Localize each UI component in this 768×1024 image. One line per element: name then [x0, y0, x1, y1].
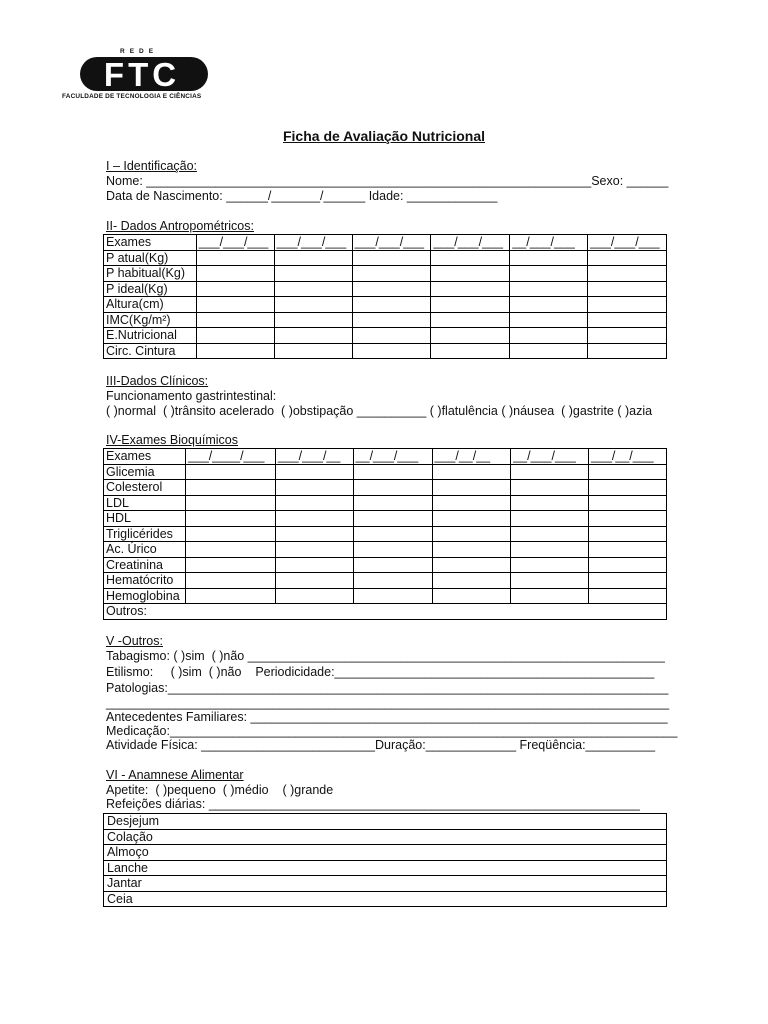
value-cell[interactable] [352, 281, 431, 297]
value-cell[interactable] [432, 573, 511, 589]
value-cell[interactable] [275, 526, 353, 542]
value-cell[interactable] [588, 281, 667, 297]
value-cell[interactable] [353, 573, 432, 589]
date-column-header[interactable]: ___/___/___ [196, 235, 274, 251]
row-label: Circ. Cintura [104, 343, 197, 359]
pathologies-field[interactable]: Patologias:________________________________________________________________________ [106, 681, 669, 695]
value-cell[interactable] [589, 588, 667, 604]
section1-heading: I – Identificação: [106, 159, 198, 173]
row-label: Creatinina [104, 557, 186, 573]
value-cell[interactable] [353, 526, 432, 542]
row-label: IMC(Kg/m²) [104, 312, 197, 328]
value-cell[interactable] [196, 281, 274, 297]
value-cell[interactable] [196, 297, 274, 313]
value-cell[interactable] [431, 343, 510, 359]
row-label: Altura(cm) [104, 297, 197, 313]
row-label: HDL [104, 511, 186, 527]
table-row [104, 266, 667, 282]
table-row [104, 297, 667, 313]
value-cell[interactable] [589, 480, 667, 496]
smoking-field[interactable]: Tabagismo: ( )sim ( )não ____________________________________________________________ [106, 649, 665, 663]
value-cell[interactable] [432, 526, 511, 542]
value-cell[interactable] [511, 557, 589, 573]
meal-row [104, 876, 667, 892]
value-cell[interactable] [588, 297, 667, 313]
value-cell[interactable] [431, 312, 510, 328]
date-column-header[interactable]: __/___/___ [511, 449, 589, 465]
value-cell[interactable] [353, 557, 432, 573]
value-cell[interactable] [353, 480, 432, 496]
value-cell[interactable] [588, 250, 667, 266]
medication-field[interactable]: Medicação:_________________________________________________________________________ [106, 724, 678, 738]
value-cell[interactable] [353, 588, 432, 604]
value-cell[interactable] [185, 526, 275, 542]
others-field[interactable]: Outros: [104, 604, 667, 620]
value-cell[interactable] [510, 266, 588, 282]
ftc-logo-mark [80, 57, 210, 93]
row-label: P habitual(Kg) [104, 266, 197, 282]
value-cell[interactable] [589, 495, 667, 511]
physical-activity-field[interactable]: Atividade Física: _________________________Duração:_____________ Freqüência:__________ [106, 738, 656, 752]
table-row [104, 588, 667, 604]
alcohol-field[interactable]: Etilismo: ( )sim ( )não Periodicidade:______________________________________________ [106, 665, 655, 679]
table-row [104, 557, 667, 573]
meal-row [104, 829, 667, 845]
value-cell[interactable] [352, 266, 431, 282]
value-cell[interactable] [589, 573, 667, 589]
section5-heading: V -Outros: [106, 634, 163, 648]
value-cell[interactable] [588, 343, 667, 359]
meal-field[interactable]: Almoço [104, 845, 667, 861]
value-cell[interactable] [431, 266, 510, 282]
table-header-row [104, 235, 667, 251]
value-cell[interactable] [275, 511, 353, 527]
value-cell[interactable] [275, 573, 353, 589]
value-cell[interactable] [431, 250, 510, 266]
row-label: Ac. Úrico [104, 542, 186, 558]
others-row [104, 604, 667, 620]
value-cell[interactable] [510, 281, 588, 297]
value-cell[interactable] [196, 312, 274, 328]
date-column-header[interactable]: ___/___/___ [352, 235, 431, 251]
logo-subtitle: FACULDADE DE TECNOLOGIA E CIÊNCIAS [62, 93, 202, 100]
meal-row [104, 845, 667, 861]
exams-header: Exames [104, 235, 197, 251]
value-cell[interactable] [185, 511, 275, 527]
value-cell[interactable] [431, 297, 510, 313]
meal-row [104, 814, 667, 830]
value-cell[interactable] [589, 511, 667, 527]
date-column-header[interactable]: ___/___/__ [275, 449, 353, 465]
date-column-header[interactable]: ___/__/___ [589, 449, 667, 465]
value-cell[interactable] [274, 328, 352, 344]
table-row [104, 281, 667, 297]
value-cell[interactable] [275, 495, 353, 511]
table-row [104, 511, 667, 527]
family-history-field[interactable]: Antecedentes Familiares: ____________________________________________________________ [106, 710, 668, 724]
table-row [104, 343, 667, 359]
value-cell[interactable] [275, 542, 353, 558]
ftc-logo [60, 48, 230, 104]
value-cell[interactable] [275, 480, 353, 496]
value-cell[interactable] [431, 328, 510, 344]
value-cell[interactable] [196, 250, 274, 266]
value-cell[interactable] [510, 328, 588, 344]
value-cell[interactable] [588, 266, 667, 282]
value-cell[interactable] [352, 343, 431, 359]
meal-row [104, 860, 667, 876]
value-cell[interactable] [185, 588, 275, 604]
row-label: P atual(Kg) [104, 250, 197, 266]
value-cell[interactable] [432, 557, 511, 573]
value-cell[interactable] [274, 281, 352, 297]
table-row [104, 312, 667, 328]
value-cell[interactable] [352, 297, 431, 313]
appetite-field[interactable]: Apetite: ( )pequeno ( )médio ( )grande [106, 783, 334, 797]
row-label: P ideal(Kg) [104, 281, 197, 297]
meal-row [104, 891, 667, 907]
meals-per-day-field[interactable]: Refeições diárias: ______________________________________________________________ [106, 797, 640, 811]
date-column-header[interactable]: ___/__/__ [432, 449, 511, 465]
meal-field[interactable]: Colação [104, 829, 667, 845]
table-row [104, 495, 667, 511]
table-row [104, 328, 667, 344]
anthropometric-table [103, 234, 667, 359]
value-cell[interactable] [185, 557, 275, 573]
value-cell[interactable] [432, 542, 511, 558]
value-cell[interactable] [589, 557, 667, 573]
value-cell[interactable] [431, 281, 510, 297]
name-field[interactable]: Nome: ________________________________________________________________Sexo: ______ [106, 174, 669, 188]
row-label: Colesterol [104, 480, 186, 496]
value-cell[interactable] [185, 495, 275, 511]
meals-table [103, 813, 667, 907]
value-cell[interactable] [588, 328, 667, 344]
meal-field[interactable]: Ceia [104, 891, 667, 907]
value-cell[interactable] [510, 297, 588, 313]
table-row [104, 464, 667, 480]
value-cell[interactable] [353, 542, 432, 558]
value-cell[interactable] [275, 557, 353, 573]
value-cell[interactable] [352, 312, 431, 328]
pathologies-field-line2[interactable]: _________________________________________________________________________________ [106, 696, 670, 710]
meal-field[interactable]: Lanche [104, 860, 667, 876]
table-row [104, 250, 667, 266]
value-cell[interactable] [511, 464, 589, 480]
date-column-header[interactable]: __/___/___ [353, 449, 432, 465]
row-label: LDL [104, 495, 186, 511]
value-cell[interactable] [196, 266, 274, 282]
table-row [104, 542, 667, 558]
value-cell[interactable] [588, 312, 667, 328]
logo-network-text: REDE [120, 48, 159, 55]
value-cell[interactable] [511, 573, 589, 589]
table-row [104, 526, 667, 542]
value-cell[interactable] [185, 480, 275, 496]
value-cell[interactable] [185, 573, 275, 589]
value-cell[interactable] [511, 511, 589, 527]
value-cell[interactable] [511, 588, 589, 604]
value-cell[interactable] [511, 542, 589, 558]
meal-field[interactable]: Desjejum [104, 814, 667, 830]
value-cell[interactable] [185, 542, 275, 558]
logo-brand-text: FTC [103, 57, 181, 93]
value-cell[interactable] [432, 511, 511, 527]
value-cell[interactable] [353, 495, 432, 511]
exams-header: Exames [104, 449, 186, 465]
value-cell[interactable] [432, 464, 511, 480]
value-cell[interactable] [274, 266, 352, 282]
value-cell[interactable] [274, 312, 352, 328]
value-cell[interactable] [510, 312, 588, 328]
biochemical-table [103, 448, 667, 620]
value-cell[interactable] [432, 588, 511, 604]
value-cell[interactable] [196, 328, 274, 344]
value-cell[interactable] [275, 464, 353, 480]
value-cell[interactable] [274, 297, 352, 313]
table-row [104, 480, 667, 496]
value-cell[interactable] [510, 343, 588, 359]
value-cell[interactable] [274, 343, 352, 359]
row-label: Hemoglobina [104, 588, 186, 604]
date-column-header[interactable]: __/___/___ [510, 235, 588, 251]
value-cell[interactable] [352, 328, 431, 344]
value-cell[interactable] [511, 495, 589, 511]
value-cell[interactable] [352, 250, 431, 266]
value-cell[interactable] [432, 480, 511, 496]
date-column-header[interactable]: ___/___/___ [274, 235, 352, 251]
value-cell[interactable] [589, 526, 667, 542]
value-cell[interactable] [196, 343, 274, 359]
value-cell[interactable] [353, 464, 432, 480]
row-label: E.Nutricional [104, 328, 197, 344]
value-cell[interactable] [432, 495, 511, 511]
value-cell[interactable] [353, 511, 432, 527]
row-label: Hematócrito [104, 573, 186, 589]
birth-date-field[interactable]: Data de Nascimento: ______/_______/______ Idade: _____________ [106, 189, 498, 203]
gi-options[interactable]: ( )normal ( )trânsito acelerado ( )obstipação __________ ( )flatulência ( )náusea ( )gastrite ( )azia [106, 404, 653, 418]
table-row [104, 573, 667, 589]
date-column-header[interactable]: ___/___/___ [431, 235, 510, 251]
row-label: Glicemia [104, 464, 186, 480]
value-cell[interactable] [511, 480, 589, 496]
row-label: Triglicérides [104, 526, 186, 542]
value-cell[interactable] [511, 526, 589, 542]
date-column-header[interactable]: ___/____/___ [185, 449, 275, 465]
section3-heading: III-Dados Clínicos: [106, 374, 209, 388]
date-column-header[interactable]: ___/___/___ [588, 235, 667, 251]
value-cell[interactable] [510, 250, 588, 266]
meal-field[interactable]: Jantar [104, 876, 667, 892]
table-header-row [104, 449, 667, 465]
section6-heading: VI - Anamnese Alimentar [106, 768, 244, 782]
section2-heading: II- Dados Antropométricos: [106, 219, 254, 233]
value-cell[interactable] [274, 250, 352, 266]
value-cell[interactable] [589, 464, 667, 480]
value-cell[interactable] [275, 588, 353, 604]
page-title: Ficha de Avaliação Nutricional [282, 128, 486, 144]
section4-heading: IV-Exames Bioquímicos [106, 433, 238, 447]
value-cell[interactable] [589, 542, 667, 558]
gi-function-label: Funcionamento gastrintestinal: [106, 389, 277, 403]
value-cell[interactable] [185, 464, 275, 480]
